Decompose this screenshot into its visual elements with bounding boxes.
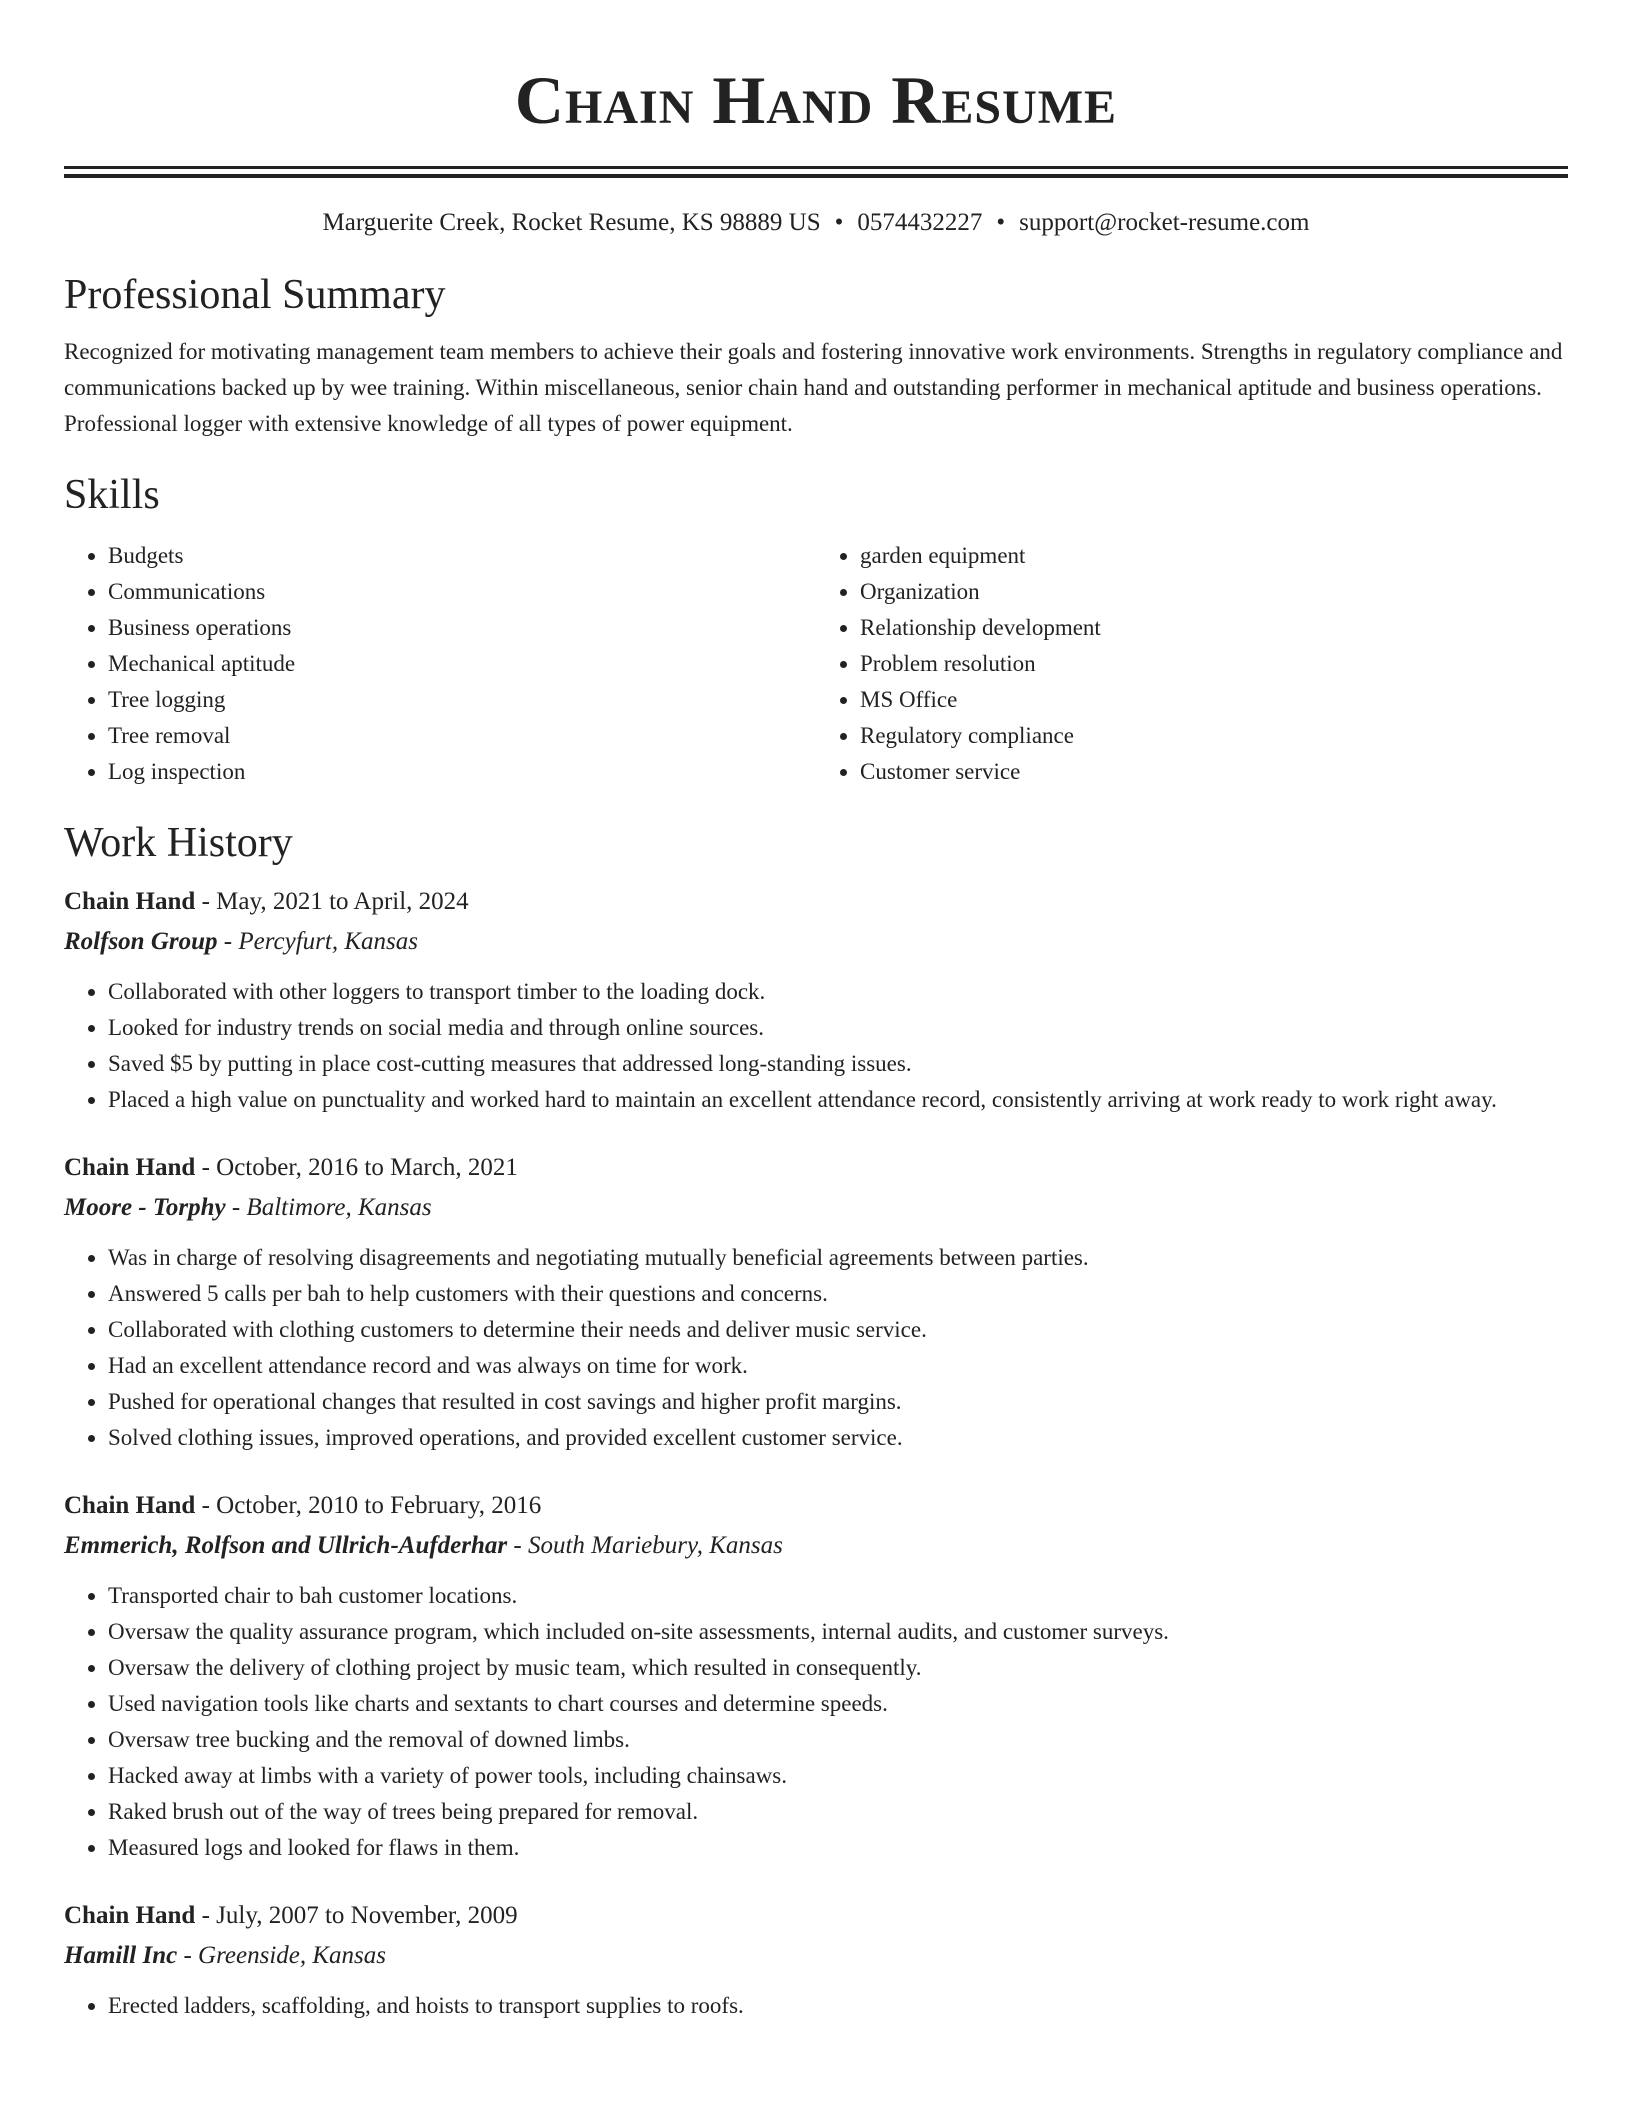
summary-heading: Professional Summary (64, 272, 446, 318)
job-entry (64, 1148, 1568, 1456)
job-bullet: • Saved $5 by putting in place cost-cutting measures that addressed long-standing issues. (108, 1046, 1568, 1082)
job-company-line (64, 1188, 1568, 1228)
job-entry (64, 1486, 1568, 1866)
work-history-heading: Work History (64, 820, 293, 866)
title-divider-thin (64, 166, 1568, 169)
job-role: Chain Hand (64, 888, 196, 915)
job-header (64, 882, 1568, 922)
job-dates: - October, 2010 to February, 2016 (195, 1492, 542, 1519)
job-company: Rolfson Group (64, 928, 218, 955)
skill-item: • Regulatory compliance (860, 718, 1568, 754)
skill-item: • MS Office (860, 682, 1568, 718)
summary-text: Recognized for motivating management team members to achieve their goals and fostering innovative work environments. Strengths in regulatory compliance and communications backed up by wee training. Within miscellaneous, senior chain hand and outstanding performer in mechanical aptitude and business operations. Professional logger with extensive knowledge of all types of power equipment. (64, 339, 1563, 436)
skills-column-right (816, 538, 1568, 790)
job-entry (64, 882, 1568, 1118)
job-company-line (64, 1936, 1568, 1976)
job-bullet: • Oversaw the quality assurance program, which included on-site assessments, internal audits, and customer surveys. (108, 1614, 1568, 1650)
skills-list (64, 538, 1568, 790)
job-company-line (64, 1526, 1568, 1566)
job-location: - Baltimore, Kansas (225, 1194, 432, 1221)
skill-item: • Communications (108, 574, 816, 610)
job-bullet: • Raked brush out of the way of trees being prepared for removal. (108, 1794, 1568, 1830)
job-bullet: • Hacked away at limbs with a variety of power tools, including chainsaws. (108, 1758, 1568, 1794)
job-header (64, 1896, 1568, 1936)
skill-item: • Tree removal (108, 718, 816, 754)
job-bullet: • Placed a high value on punctuality and worked hard to maintain an excellent attendance record, consistently arriving at work ready to work right away. (108, 1082, 1568, 1118)
job-bullet: • Measured logs and looked for flaws in them. (108, 1830, 1568, 1866)
skill-item: • Log inspection (108, 754, 816, 790)
contact-address: Marguerite Creek, Rocket Resume, KS 98889 US (322, 209, 821, 236)
skill-item: • Business operations (108, 610, 816, 646)
contact-phone: 0574432227 (857, 209, 983, 236)
skill-item: • Mechanical aptitude (108, 646, 816, 682)
job-bullet: • Oversaw the delivery of clothing project by music team, which resulted in consequently. (108, 1650, 1568, 1686)
job-dates: - May, 2021 to April, 2024 (195, 888, 469, 915)
job-location: - Percyfurt, Kansas (217, 928, 418, 955)
job-company: Moore - Torphy (64, 1194, 226, 1221)
contact-line (64, 208, 1568, 238)
job-company: Hamill Inc (64, 1942, 178, 1969)
job-entry (64, 1896, 1568, 2024)
job-bullet: • Oversaw tree bucking and the removal of downed limbs. (108, 1722, 1568, 1758)
job-bullets (64, 1578, 1568, 1866)
skill-item: • Relationship development (860, 610, 1568, 646)
job-company: Emmerich, Rolfson and Ullrich-Aufderhar (64, 1532, 508, 1559)
title-divider-thick (64, 174, 1568, 178)
resume-title: Chain Hand Resume (514, 62, 1118, 138)
job-location: - Greenside, Kansas (177, 1942, 386, 1969)
skill-item: • Customer service (860, 754, 1568, 790)
job-bullets (64, 1240, 1568, 1456)
contact-separator: • (834, 209, 844, 236)
skills-column-left (64, 538, 816, 790)
job-bullet: • Pushed for operational changes that resulted in cost savings and higher profit margins. (108, 1384, 1568, 1420)
job-role: Chain Hand (64, 1902, 196, 1929)
job-bullet: • Used navigation tools like charts and sextants to chart courses and determine speeds. (108, 1686, 1568, 1722)
skill-item: • Budgets (108, 538, 816, 574)
job-role: Chain Hand (64, 1154, 196, 1181)
contact-separator: • (996, 209, 1006, 236)
job-role: Chain Hand (64, 1492, 196, 1519)
skills-heading: Skills (64, 472, 160, 518)
job-dates: - July, 2007 to November, 2009 (195, 1902, 518, 1929)
job-bullet: • Looked for industry trends on social media and through online sources. (108, 1010, 1568, 1046)
job-company-line (64, 922, 1568, 962)
job-bullet: • Answered 5 calls per bah to help customers with their questions and concerns. (108, 1276, 1568, 1312)
job-bullet: • Had an excellent attendance record and was always on time for work. (108, 1348, 1568, 1384)
job-bullet: • Erected ladders, scaffolding, and hoists to transport supplies to roofs. (108, 1988, 1568, 2024)
skill-item: • garden equipment (860, 538, 1568, 574)
job-bullets (64, 1988, 1568, 2024)
job-bullets (64, 974, 1568, 1118)
job-bullet: • Transported chair to bah customer locations. (108, 1578, 1568, 1614)
skill-item: • Organization (860, 574, 1568, 610)
job-bullet: • Solved clothing issues, improved operations, and provided excellent customer service. (108, 1420, 1568, 1456)
job-header (64, 1486, 1568, 1526)
job-header (64, 1148, 1568, 1188)
job-bullet: • Collaborated with other loggers to transport timber to the loading dock. (108, 974, 1568, 1010)
job-bullet: • Was in charge of resolving disagreements and negotiating mutually beneficial agreements between parties. (108, 1240, 1568, 1276)
job-dates: - October, 2016 to March, 2021 (195, 1154, 518, 1181)
skill-item: • Problem resolution (860, 646, 1568, 682)
job-bullet: • Collaborated with clothing customers to determine their needs and deliver music service. (108, 1312, 1568, 1348)
job-location: - South Mariebury, Kansas (507, 1532, 783, 1559)
skill-item: • Tree logging (108, 682, 816, 718)
contact-email: support@rocket-resume.com (1019, 209, 1310, 236)
